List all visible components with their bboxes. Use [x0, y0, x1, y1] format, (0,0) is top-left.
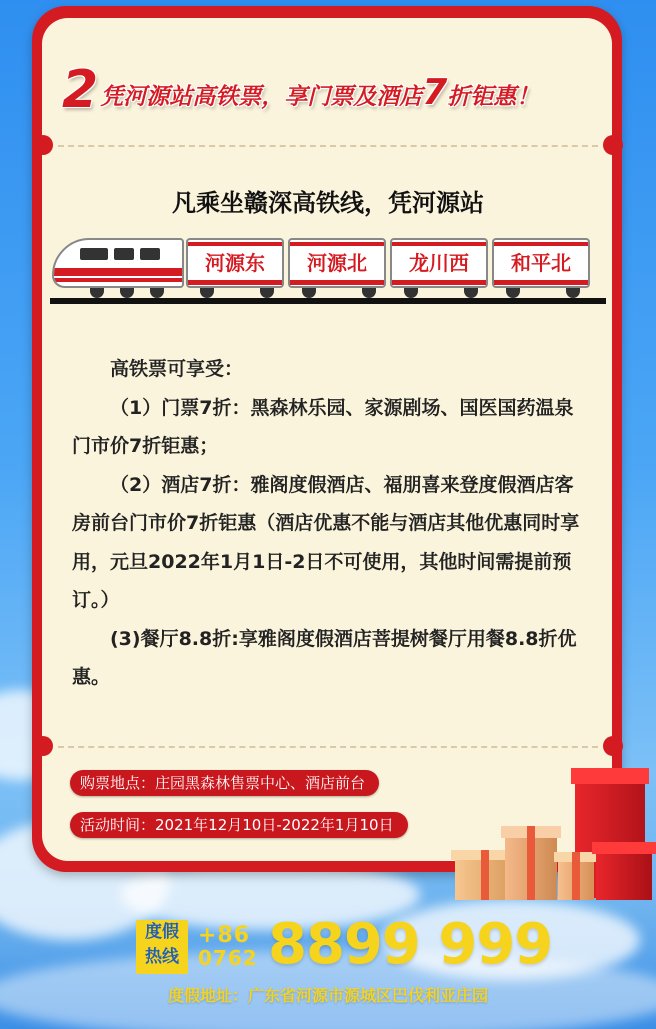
hotline-badge	[136, 920, 188, 974]
gift-box-illustration	[596, 842, 652, 900]
train-car-station	[288, 238, 386, 288]
decor-dot	[603, 135, 623, 155]
divider-line	[58, 145, 598, 147]
gift-box-illustration	[558, 852, 594, 900]
decor-dot	[603, 736, 623, 756]
headline-text	[100, 72, 540, 116]
country-code: +86	[198, 923, 251, 948]
phone-code	[198, 924, 258, 970]
train-car-station	[186, 238, 284, 288]
station-label: 河源东	[205, 250, 265, 275]
benefits-text	[72, 350, 587, 697]
hotline-label-1: 度假	[145, 922, 179, 942]
benefits-intro: 高铁票可享受：	[110, 358, 244, 380]
headline-text-a: 凭河源站高铁票，享门票及酒店	[100, 84, 423, 110]
event-time-badge: 活动时间：2021年12月10日-2022年1月10日	[70, 812, 408, 838]
station-label: 和平北	[511, 250, 571, 275]
ticket-location-badge: 购票地点：庄园黑森林售票中心、酒店前台	[70, 770, 379, 796]
rail-track	[50, 298, 606, 304]
train-locomotive	[52, 238, 184, 288]
station-label: 河源北	[307, 250, 367, 275]
divider-line	[58, 746, 598, 748]
headline-discount-number: 7	[422, 72, 448, 113]
benefit-item: （2）酒店7折：雅阁度假酒店、福朋喜来登度假酒店客房前台门市价7折钜惠（酒店优惠不能与酒店其他优惠同时享用，元旦2022年1月1日-2日不可使用，其他时间需提前预订。）	[72, 473, 580, 611]
train-illustration	[50, 236, 610, 306]
hotline-label-2: 热线	[145, 947, 179, 967]
benefit-item: （1）门票7折：黑森林乐园、家源剧场、国医国药温泉门市价7折钜惠；	[72, 396, 574, 457]
subtitle: 凡乘坐赣深高铁线，凭河源站	[172, 189, 484, 217]
headline	[62, 56, 602, 120]
phone-number: 8899 999	[268, 912, 553, 977]
area-code: 0762	[198, 946, 258, 970]
decor-dot	[33, 135, 53, 155]
gift-box-illustration	[505, 826, 557, 900]
train-car-station	[390, 238, 488, 288]
station-label: 龙川西	[409, 250, 469, 275]
headline-number: 2	[62, 60, 99, 120]
train-car-station	[492, 238, 590, 288]
decor-dot	[33, 736, 53, 756]
benefit-item: (3)餐厅8.8折:享雅阁度假酒店菩提树餐厅用餐8.8折优惠。	[72, 627, 577, 688]
headline-text-b: 折钜惠！	[447, 84, 540, 110]
resort-address: 度假地址：广东省河源市源城区巴伐利亚庄园	[167, 986, 488, 1005]
